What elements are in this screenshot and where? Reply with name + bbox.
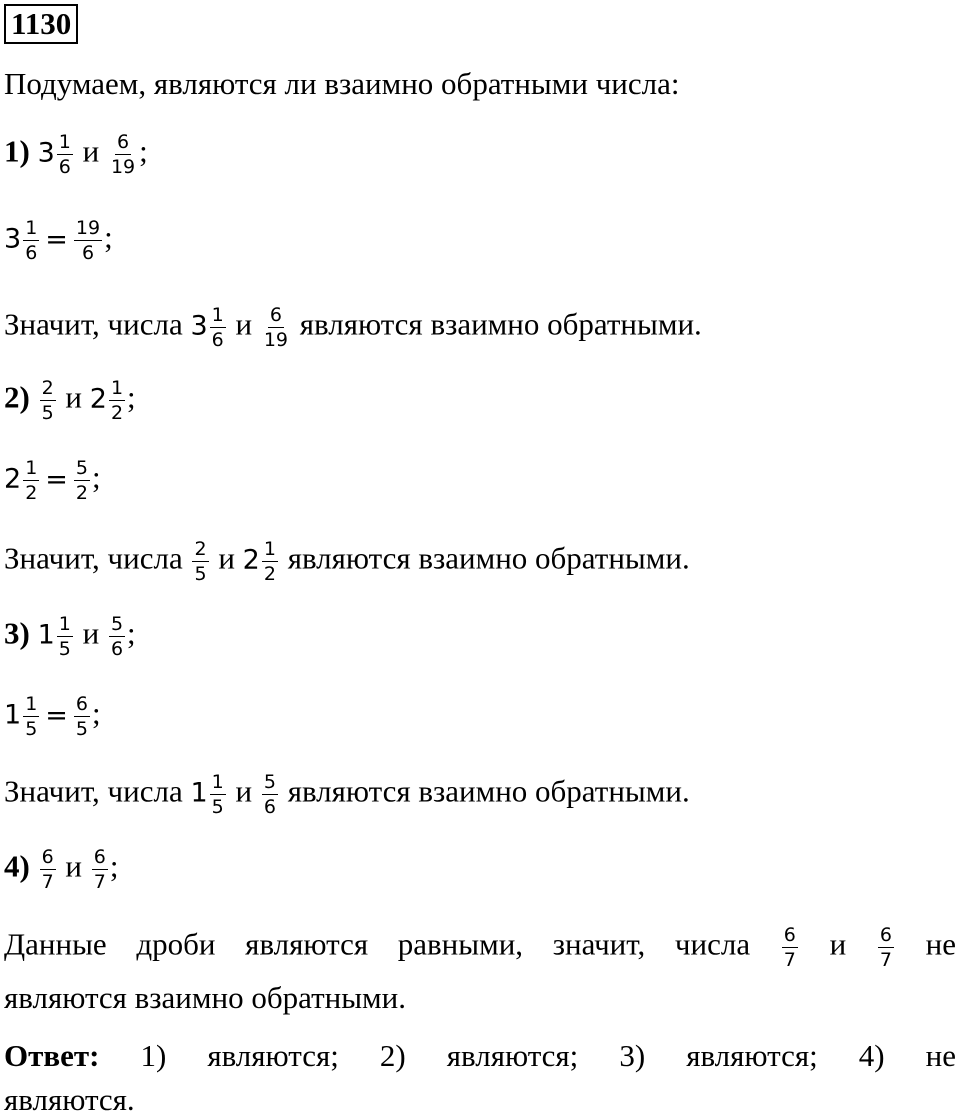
answer-label: Ответ: bbox=[4, 1038, 100, 1073]
item-label: 3) bbox=[4, 615, 30, 651]
fraction: $\frac{6}{7}$ bbox=[93, 846, 106, 893]
fraction: $\frac{6}{19}$ bbox=[110, 131, 136, 178]
fraction: $\frac{5}{6}$ bbox=[263, 771, 276, 818]
fraction: $\frac{2}{5}$ bbox=[194, 538, 207, 585]
fraction: $\frac{1}{5}$ bbox=[211, 771, 224, 818]
item-4-note: Данные дроби являются равными, значит, числа $\frac{6}{7}$ и $\frac{6}{7}$ не bbox=[4, 924, 956, 971]
conjunction: и bbox=[82, 133, 100, 169]
item-1-statement: 1) 3 $\frac{1}{6}$ и $\frac{6}{19}$ ; bbox=[4, 131, 148, 178]
answer-line-2: являются. bbox=[4, 1082, 135, 1117]
whole-part: 3 bbox=[37, 137, 55, 169]
fraction: $\frac{1}{6}$ bbox=[211, 304, 224, 351]
fraction: $\frac{19}{6}$ bbox=[75, 217, 101, 264]
item-label: 2) bbox=[4, 379, 30, 415]
fraction: $\frac{5}{6}$ bbox=[110, 613, 124, 660]
item-2-conclusion: Значит, числа $\frac{2}{5}$ и 2 $\frac{1}{2}$ являются взаимно обратными. bbox=[4, 538, 690, 585]
item-4-statement: 4) $\frac{6}{7}$ и $\frac{6}{7}$ ; bbox=[4, 846, 119, 893]
fraction: $\frac{2}{5}$ bbox=[41, 377, 54, 424]
item-3-conclusion: Значит, числа 1 $\frac{1}{5}$ и $\frac{5}{6}$ являются взаимно обратными. bbox=[4, 771, 690, 818]
item-1-conversion: 3 $\frac{1}{6}$ = $\frac{19}{6}$ ; bbox=[4, 217, 113, 264]
item-3-statement: 3) 1 $\frac{1}{5}$ и $\frac{5}{6}$ ; bbox=[4, 613, 136, 660]
fraction: $\frac{5}{2}$ bbox=[75, 457, 88, 504]
fraction: $\frac{1}{2}$ bbox=[110, 377, 124, 424]
item-4-note-end: являются взаимно обратными. bbox=[4, 980, 407, 1015]
item-label: 1) bbox=[4, 133, 30, 169]
problem-number: 1130 bbox=[4, 4, 78, 44]
fraction: $\frac{6}{5}$ bbox=[75, 693, 88, 740]
item-2-statement: 2) $\frac{2}{5}$ и 2 $\frac{1}{2}$ ; bbox=[4, 377, 136, 424]
fraction: $\frac{1}{5}$ bbox=[58, 613, 71, 660]
item-3-conversion: 1 $\frac{1}{5}$ = $\frac{6}{5}$ ; bbox=[4, 693, 101, 740]
fraction: $\frac{6}{7}$ bbox=[783, 924, 796, 971]
item-label: 4) bbox=[4, 848, 30, 884]
fraction: $\frac{1}{2}$ bbox=[25, 457, 38, 504]
fraction: $\frac{1}{6}$ bbox=[58, 131, 71, 178]
fraction: $\frac{6}{7}$ bbox=[879, 924, 892, 971]
fraction: $\frac{6}{7}$ bbox=[41, 846, 54, 893]
intro-text: Подумаем, являются ли взаимно обратными числа: bbox=[4, 66, 680, 101]
fraction: $\frac{6}{19}$ bbox=[263, 304, 289, 351]
fraction: $\frac{1}{6}$ bbox=[25, 217, 38, 264]
answer-line-1: Ответ: 1) являются; 2) являются; 3) являются; 4) не bbox=[4, 1038, 956, 1073]
item-2-conversion: 2 $\frac{1}{2}$ = $\frac{5}{2}$ ; bbox=[4, 457, 101, 504]
fraction: $\frac{1}{2}$ bbox=[263, 538, 276, 585]
item-1-conclusion: Значит, числа 3 $\frac{1}{6}$ и $\frac{6}{19}$ являются взаимно обратными. bbox=[4, 304, 702, 351]
fraction: $\frac{1}{5}$ bbox=[25, 693, 38, 740]
